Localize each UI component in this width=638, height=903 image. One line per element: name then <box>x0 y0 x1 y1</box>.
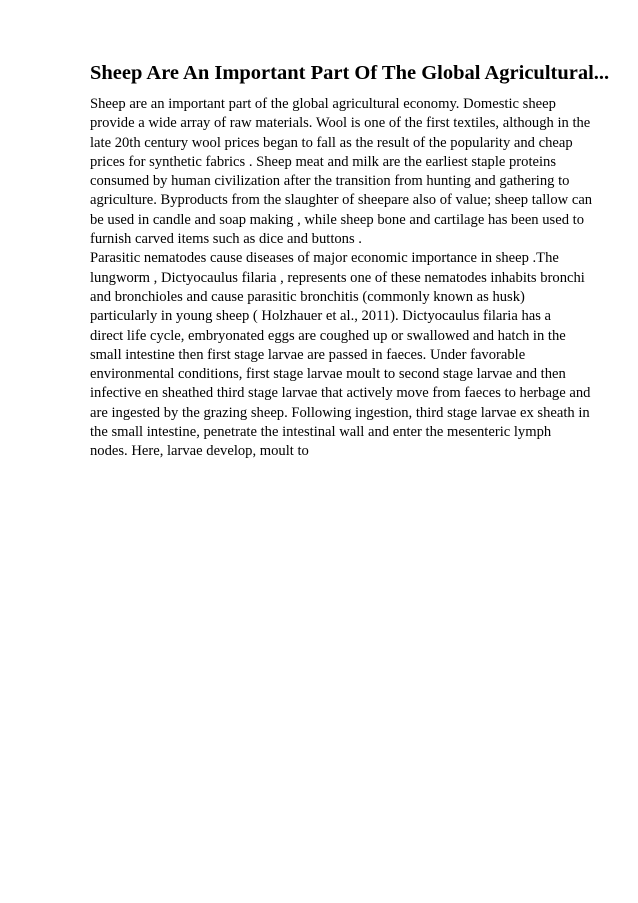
body-line: small intestine then first stage larvae are passed in faeces. Under favorable <box>90 346 526 363</box>
body-line: environmental conditions, first stage larvae moult to second stage larvae and then <box>90 366 566 383</box>
body-line: provide a wide array of raw materials. Wool is one of the first textiles, although in the <box>90 115 591 132</box>
body-line: be used in candle and soap making , while sheep bone and cartilage has been used to <box>90 211 584 228</box>
body-line: late 20th century wool prices began to fall as the result of the popularity and cheap <box>90 134 573 151</box>
body-line: lungworm , Dictyocaulus filaria , represents one of these nematodes inhabits bronchi <box>90 269 585 286</box>
body-line: the small intestine, penetrate the intestinal wall and enter the mesenteric lymph <box>90 424 552 441</box>
document-body <box>90 95 600 462</box>
body-line: nodes. Here, larvae develop, moult to <box>90 443 309 460</box>
body-line: direct life cycle, embryonated eggs are coughed up or swallowed and hatch in the <box>90 327 566 344</box>
body-line: Sheep are an important part of the global agricultural economy. Domestic sheep <box>90 96 556 112</box>
body-line: Parasitic nematodes cause diseases of major economic importance in sheep .The <box>90 250 559 267</box>
body-line: infective en sheathed third stage larvae that actively move from faeces to herbage and <box>90 385 591 402</box>
body-line: agriculture. Byproducts from the slaughter of sheepare also of value; sheep tallow can <box>90 192 593 209</box>
body-line: furnish carved items such as dice and buttons . <box>90 231 362 248</box>
body-line: are ingested by the grazing sheep. Following ingestion, third stage larvae ex sheath in <box>90 404 590 421</box>
body-line: and bronchioles and cause parasitic bronchitis (commonly known as husk) <box>90 288 525 305</box>
body-line: consumed by human civilization after the transition from hunting and gathering to <box>90 173 570 190</box>
body-line: particularly in young sheep ( Holzhauer et al., 2011). Dictyocaulus filaria has a <box>90 308 552 325</box>
body-line: prices for synthetic fabrics . Sheep meat and milk are the earliest staple proteins <box>90 153 557 170</box>
document-title: Sheep Are An Important Part Of The Global Agricultural... <box>90 62 610 84</box>
